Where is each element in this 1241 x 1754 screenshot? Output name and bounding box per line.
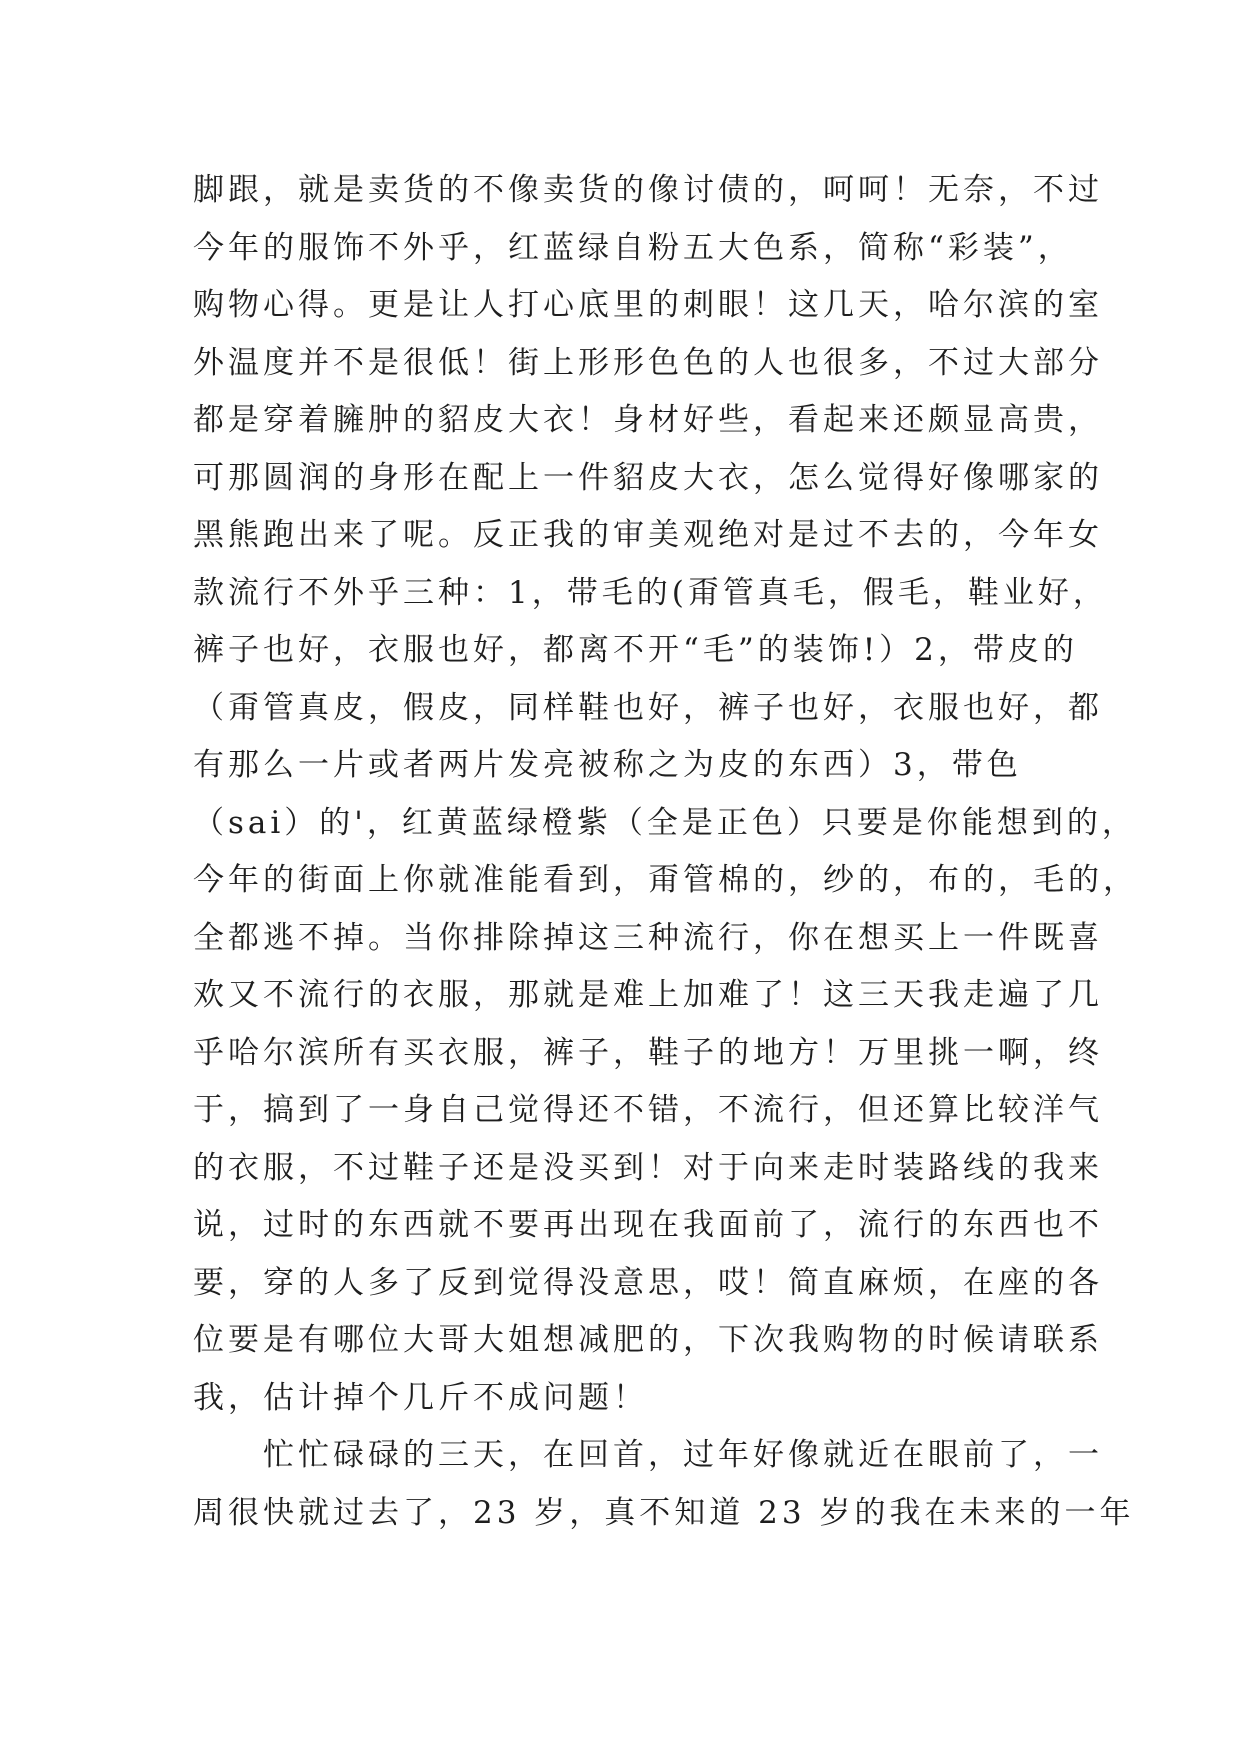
text-line: 今年的街面上你就准能看到，甭管棉的，纱的，布的，毛的， <box>193 862 1138 898</box>
text-line: 全都逃不掉。当你排除掉这三种流行，你在想买上一件既喜 <box>193 919 1103 956</box>
text-line: 有那么一片或者两片发亮被称之为皮的东西）3，带色 <box>193 747 1022 783</box>
text-line: 外温度并不是很低！街上形形色色的人也很多，不过大部分 <box>193 344 1103 381</box>
text-line: 周很快就过去了，23 岁，真不知道 23 岁的我在未来的一年 <box>193 1494 1135 1531</box>
text-line: （sai）的'，红黄蓝绿橙紫（全是正色）只要是你能想到的， <box>193 804 1137 841</box>
text-line: 于，搞到了一身自己觉得还不错，不流行，但还算比较洋气 <box>193 1092 1103 1128</box>
text-line: 位要是有哪位大哥大姐想减肥的，下次我购物的时候请联系 <box>193 1322 1103 1358</box>
text-line: 忙忙碌碌的三天，在回首，过年好像就近在眼前了，一 <box>193 1437 1103 1473</box>
text-line: 购物心得。更是让人打心底里的刺眼！这几天，哈尔滨的室 <box>193 287 1103 323</box>
text-line: 说，过时的东西就不要再出现在我面前了，流行的东西也不 <box>193 1207 1103 1243</box>
body-text <box>193 162 1138 1542</box>
text-line: 脚跟，就是卖货的不像卖货的像讨债的，呵呵！无奈，不过 <box>193 172 1103 208</box>
text-line: 的衣服，不过鞋子还是没买到！对于向来走时装路线的我来 <box>193 1149 1103 1186</box>
text-line: 我，估计掉个几斤不成问题！ <box>193 1379 648 1416</box>
text-line: 都是穿着臃肿的貂皮大衣！身材好些，看起来还颇显高贵， <box>193 402 1103 438</box>
text-line: 黑熊跑出来了呢。反正我的审美观绝对是过不去的，今年女 <box>193 517 1103 553</box>
text-line: 可那圆润的身形在配上一件貂皮大衣，怎么觉得好像哪家的 <box>193 459 1103 496</box>
text-line: （甭管真皮，假皮，同样鞋也好，裤子也好，衣服也好，都 <box>193 689 1103 726</box>
text-line: 款流行不外乎三种：1，带毛的(甭管真毛，假毛，鞋业好， <box>193 574 1108 611</box>
text-line: 乎哈尔滨所有买衣服，裤子，鞋子的地方！万里挑一啊，终 <box>193 1034 1103 1071</box>
text-line: 欢又不流行的衣服，那就是难上加难了！这三天我走遍了几 <box>193 977 1103 1013</box>
text-line: 要，穿的人多了反到觉得没意思，哎！简直麻烦，在座的各 <box>193 1264 1103 1301</box>
text-line: 今年的服饰不外乎，红蓝绿自粉五大色系，简称“彩装”， <box>193 229 1073 266</box>
text-line: 裤子也好，衣服也好，都离不开“毛”的装饰!）2，带皮的 <box>193 632 1078 668</box>
